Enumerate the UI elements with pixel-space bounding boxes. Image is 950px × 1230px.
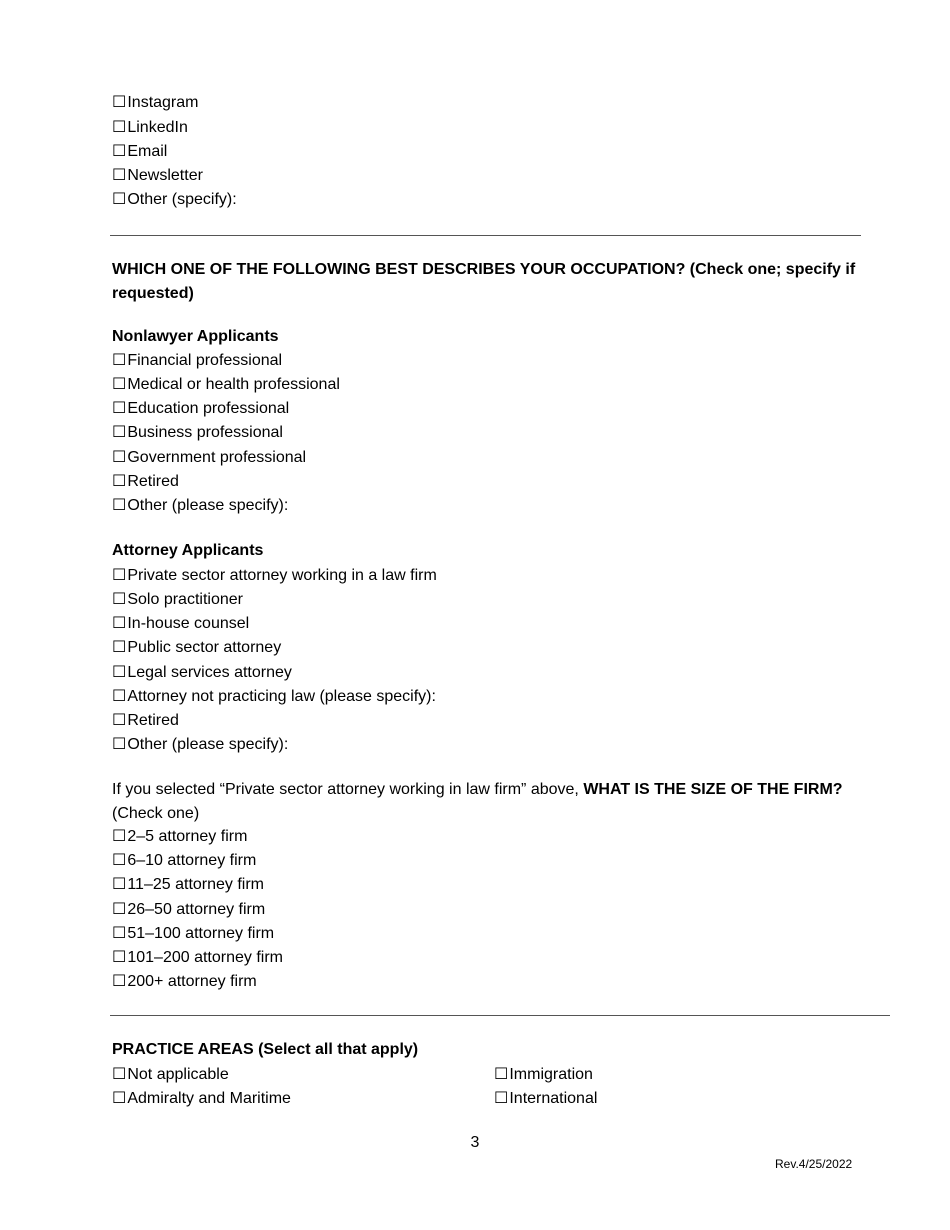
checkbox-option-public-sector[interactable]: [112, 635, 281, 659]
option-label: Legal services attorney: [127, 664, 292, 681]
option-label: Attorney not practicing law (please specify):: [127, 688, 436, 705]
option-label: Financial professional: [127, 352, 283, 369]
checkbox-option-in-house[interactable]: [112, 611, 249, 635]
option-label: 26–50 attorney firm: [127, 901, 266, 918]
checkbox-icon[interactable]: ☐: [494, 1088, 509, 1107]
firm-size-question: [112, 778, 892, 826]
checkbox-icon[interactable]: ☐: [112, 447, 127, 466]
checkbox-option-private-sector[interactable]: [112, 563, 437, 587]
option-label: Not applicable: [127, 1066, 229, 1083]
checkbox-option-instagram[interactable]: [112, 90, 198, 114]
checkbox-option-firm-51-100[interactable]: [112, 921, 274, 945]
checkbox-icon[interactable]: ☐: [112, 165, 127, 184]
checkbox-icon[interactable]: ☐: [112, 923, 127, 942]
option-label: Private sector attorney working in a law firm: [127, 567, 437, 584]
checkbox-icon[interactable]: ☐: [112, 947, 127, 966]
checkbox-icon[interactable]: ☐: [112, 1064, 127, 1083]
checkbox-icon[interactable]: ☐: [112, 374, 127, 393]
checkbox-option-firm-200-plus[interactable]: [112, 969, 257, 993]
checkbox-icon[interactable]: ☐: [112, 826, 127, 845]
checkbox-icon[interactable]: ☐: [112, 874, 127, 893]
option-label: International: [509, 1090, 598, 1107]
checkbox-icon[interactable]: ☐: [112, 662, 127, 681]
option-label: 200+ attorney firm: [127, 973, 257, 990]
option-label: Business professional: [127, 424, 283, 441]
checkbox-icon[interactable]: ☐: [112, 565, 127, 584]
option-label: Email: [127, 143, 168, 160]
checkbox-icon[interactable]: ☐: [112, 422, 127, 441]
checkbox-icon[interactable]: ☐: [112, 734, 127, 753]
revision-date: Rev.4/25/2022: [775, 1157, 853, 1171]
checkbox-icon[interactable]: ☐: [494, 1064, 509, 1083]
checkbox-option-medical[interactable]: [112, 372, 340, 396]
checkbox-option-legal-services[interactable]: [112, 660, 292, 684]
attorney-heading: Attorney Applicants: [112, 542, 264, 559]
checkbox-option-not-applicable[interactable]: [112, 1062, 229, 1086]
checkbox-option-firm-11-25[interactable]: [112, 872, 264, 896]
checkbox-option-retired[interactable]: [112, 469, 179, 493]
option-label: Solo practitioner: [127, 591, 243, 608]
checkbox-option-firm-6-10[interactable]: [112, 848, 256, 872]
option-label: 6–10 attorney firm: [127, 852, 257, 869]
option-label: Admiralty and Maritime: [127, 1090, 291, 1107]
option-label: Other (please specify):: [127, 736, 289, 753]
checkbox-icon[interactable]: ☐: [112, 637, 127, 656]
checkbox-option-other[interactable]: [112, 493, 288, 517]
nonlawyer-heading: Nonlawyer Applicants: [112, 328, 279, 345]
checkbox-option-business[interactable]: [112, 420, 283, 444]
checkbox-icon[interactable]: ☐: [112, 141, 127, 160]
checkbox-icon[interactable]: ☐: [112, 495, 127, 514]
checkbox-icon[interactable]: ☐: [112, 850, 127, 869]
checkbox-option-solo[interactable]: [112, 587, 243, 611]
option-label: In-house counsel: [127, 615, 250, 632]
checkbox-icon[interactable]: ☐: [112, 471, 127, 490]
practice-areas-heading: PRACTICE AREAS (Select all that apply): [112, 1041, 419, 1058]
checkbox-option-firm-101-200[interactable]: [112, 945, 283, 969]
option-label: 2–5 attorney firm: [127, 828, 248, 845]
option-label: Government professional: [127, 449, 307, 466]
firm-size-intro: If you selected “Private sector attorney working in law firm” above,: [112, 781, 584, 798]
checkbox-icon[interactable]: ☐: [112, 92, 127, 111]
checkbox-option-attorney-other[interactable]: [112, 732, 288, 756]
option-label: Public sector attorney: [127, 639, 282, 656]
option-label: 101–200 attorney firm: [127, 949, 283, 966]
firm-size-note: (Check one): [112, 805, 200, 822]
page-number: 3: [470, 1134, 480, 1151]
checkbox-option-financial[interactable]: [112, 348, 282, 372]
checkbox-option-firm-26-50[interactable]: [112, 897, 265, 921]
checkbox-icon[interactable]: ☐: [112, 971, 127, 990]
checkbox-icon[interactable]: ☐: [112, 189, 127, 208]
checkbox-option-admiralty[interactable]: [112, 1086, 291, 1110]
option-label: Education professional: [127, 400, 290, 417]
checkbox-option-international[interactable]: [494, 1086, 597, 1110]
checkbox-option-government[interactable]: [112, 445, 306, 469]
checkbox-option-education[interactable]: [112, 396, 289, 420]
checkbox-icon[interactable]: ☐: [112, 899, 127, 918]
option-label: 11–25 attorney firm: [127, 876, 265, 893]
checkbox-option-firm-2-5[interactable]: [112, 824, 247, 848]
checkbox-icon[interactable]: ☐: [112, 1088, 127, 1107]
option-label: Instagram: [127, 94, 199, 111]
option-label: Newsletter: [127, 167, 203, 184]
option-label: Other (please specify):: [127, 497, 289, 514]
checkbox-icon[interactable]: ☐: [112, 589, 127, 608]
section-divider: [110, 1015, 890, 1016]
checkbox-option-email[interactable]: [112, 139, 167, 163]
checkbox-option-immigration[interactable]: [494, 1062, 593, 1086]
checkbox-option-newsletter[interactable]: [112, 163, 203, 187]
option-label: 51–100 attorney firm: [127, 925, 275, 942]
checkbox-icon[interactable]: ☐: [112, 710, 127, 729]
checkbox-option-other-specify[interactable]: [112, 187, 237, 211]
checkbox-option-attorney-retired[interactable]: [112, 708, 179, 732]
checkbox-icon[interactable]: ☐: [112, 613, 127, 632]
checkbox-icon[interactable]: ☐: [112, 350, 127, 369]
option-label: Retired: [127, 712, 179, 729]
option-label: Medical or health professional: [127, 376, 340, 393]
checkbox-icon[interactable]: ☐: [112, 398, 127, 417]
checkbox-option-linkedin[interactable]: [112, 115, 188, 139]
option-label: Other (specify):: [127, 191, 237, 208]
checkbox-icon[interactable]: ☐: [112, 686, 127, 705]
firm-size-question-bold: WHAT IS THE SIZE OF THE FIRM?: [583, 781, 843, 798]
checkbox-icon[interactable]: ☐: [112, 117, 127, 136]
option-label: LinkedIn: [127, 119, 188, 136]
option-label: Retired: [127, 473, 179, 490]
section-divider: [110, 235, 861, 236]
occupation-question: WHICH ONE OF THE FOLLOWING BEST DESCRIBES YOUR OCCUPATION? (Check one; specify if requested): [112, 261, 856, 302]
checkbox-option-not-practicing[interactable]: [112, 684, 436, 708]
option-label: Immigration: [509, 1066, 593, 1083]
